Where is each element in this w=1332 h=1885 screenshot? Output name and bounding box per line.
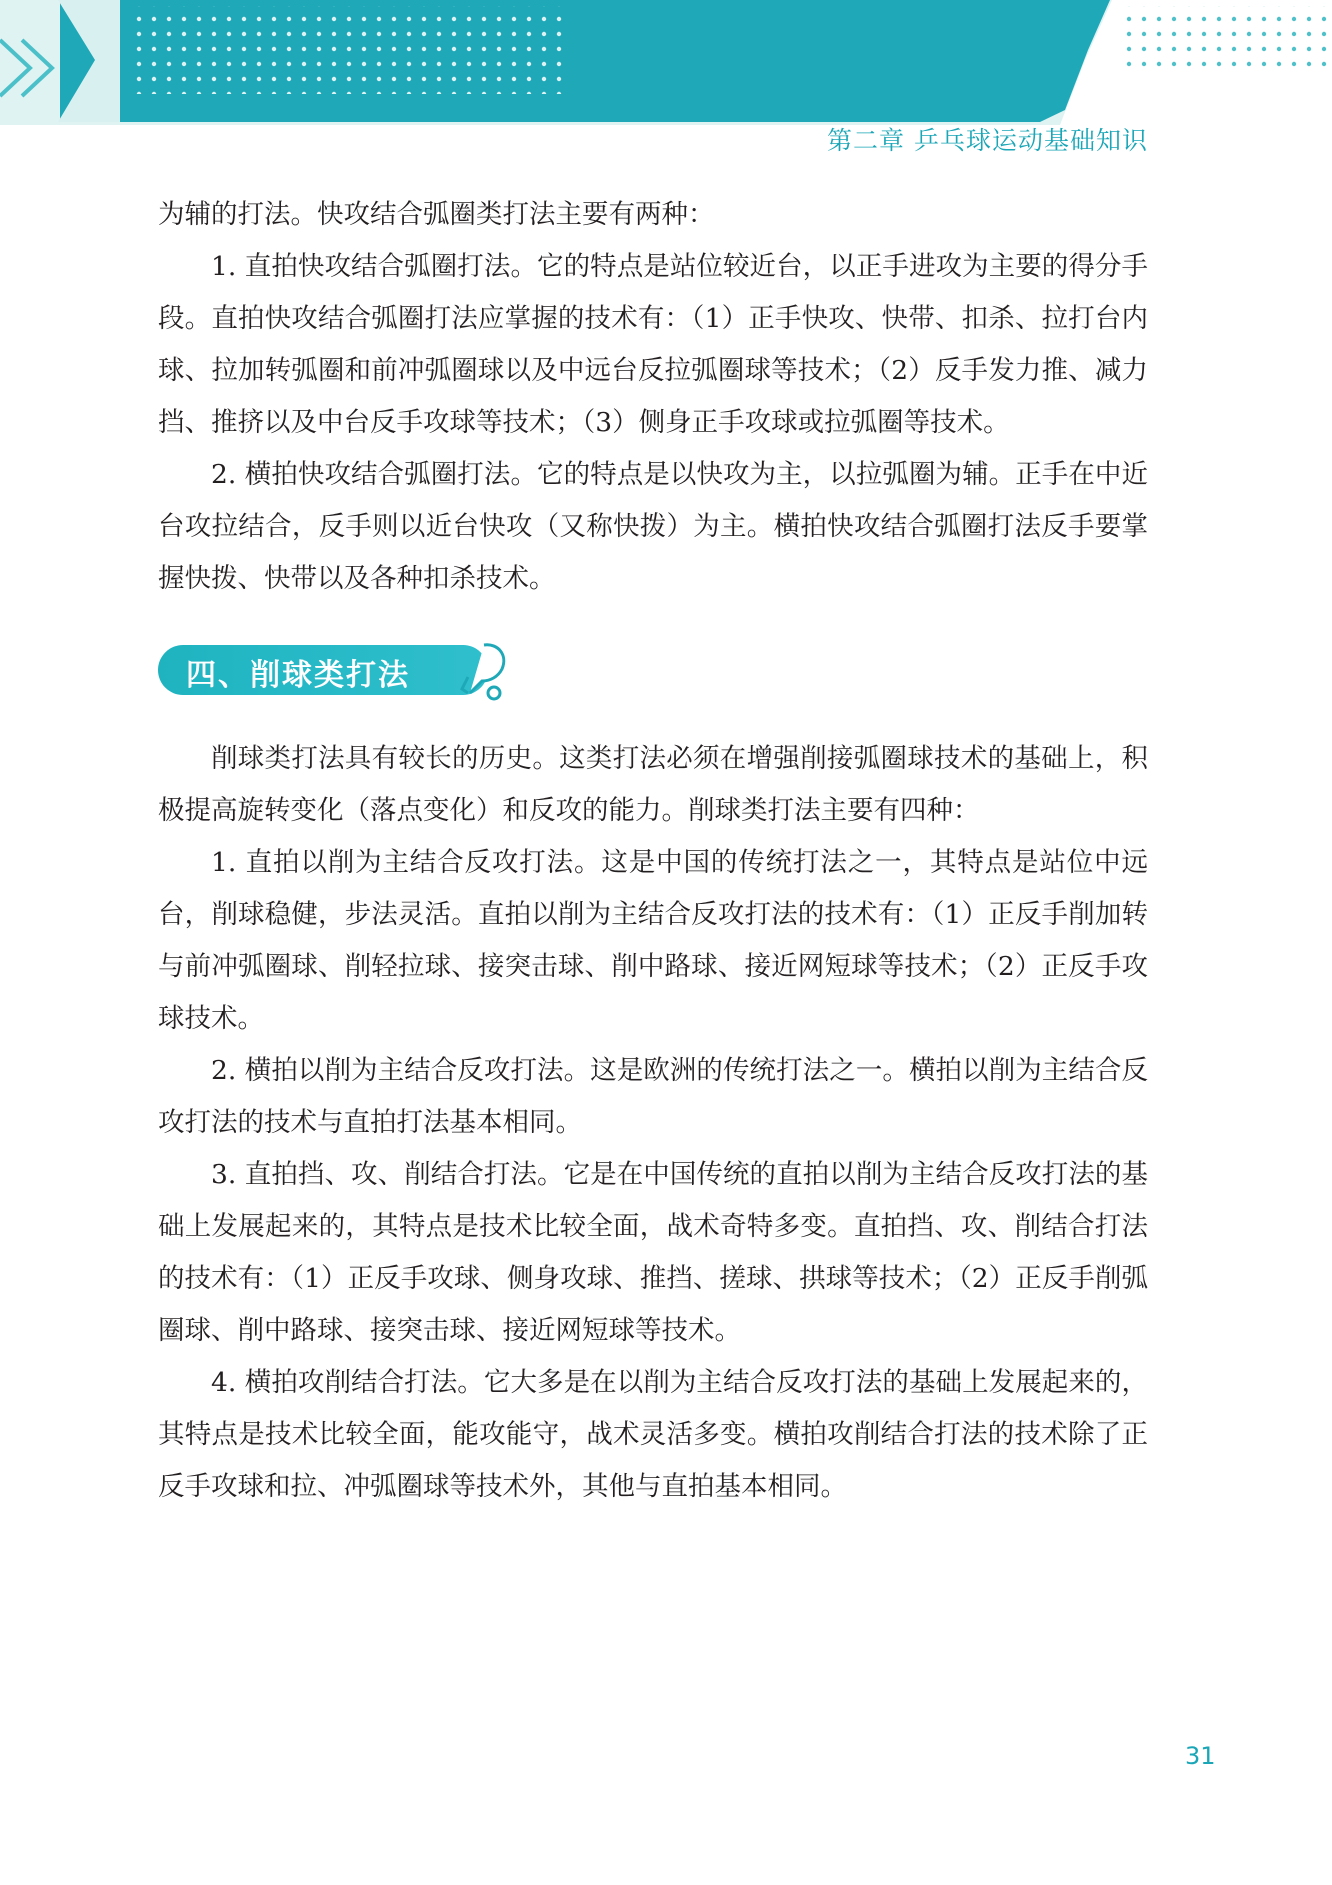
paragraph: 2. 横拍以削为主结合反攻打法。这是欧洲的传统打法之一。横拍以削为主结合反攻打法的技术与直拍打法基本相同。: [158, 1055, 1148, 1138]
header-banner-graphic: [0, 0, 1332, 130]
paragraph: 3. 直拍挡、攻、削结合打法。它是在中国传统的直拍以削为主结合反攻打法的基础上发展起来的，其特点是技术比较全面，战术奇特多变。直拍挡、攻、削结合打法的技术有：（1）正反手攻球、侧身攻球、推挡、搓球、拱球等技术；（2）正反手削弧圈球、削中路球、接突击球、接近网短球等技术。: [158, 1159, 1148, 1346]
paragraph: 4. 横拍攻削结合打法。它大多是在以削为主结合反攻打法的基础上发展起来的，其特点是技术比较全面，能攻能守，战术灵活多变。横拍攻削结合打法的技术除了正反手攻球和拉、冲弧圈球等技术外，其他与直拍基本相同。: [158, 1367, 1148, 1502]
paragraph: 1. 直拍快攻结合弧圈打法。它的特点是站位较近台，以正手进攻为主要的得分手段。直拍快攻结合弧圈打法应掌握的技术有：（1）正手快攻、快带、扣杀、拉打台内球、拉加转弧圈和前冲弧圈球以及中远台反拉弧圈球等技术；（2）反手发力推、减力挡、推挤以及中台反手攻球等技术；（3）侧身正手攻球或拉弧圈等技术。: [158, 251, 1148, 438]
paragraph: 削球类打法具有较长的历史。这类打法必须在增强削接弧圈球技术的基础上，积极提高旋转变化（落点变化）和反攻的能力。削球类打法主要有四种：: [158, 743, 1148, 826]
paragraph: 1. 直拍以削为主结合反攻打法。这是中国的传统打法之一，其特点是站位中远台，削球稳健，步法灵活。直拍以削为主结合反攻打法的技术有：（1）正反手削加转与前冲弧圈球、削轻拉球、接突击球、削中路球、接近网短球等技术；（2）正反手攻球技术。: [158, 847, 1148, 1034]
ping-pong-paddle-icon: [448, 641, 512, 703]
paragraph: 为辅的打法。快攻结合弧圈类打法主要有两种：: [158, 199, 715, 230]
section-heading: [158, 645, 1148, 703]
paragraph: 2. 横拍快攻结合弧圈打法。它的特点是以快攻为主，以拉弧圈为辅。正手在中近台攻拉结合，反手则以近台快攻（又称快拨）为主。横拍快攻结合弧圈打法反手要掌握快拨、快带以及各种扣杀技术。: [158, 459, 1148, 594]
chapter-header: 第二章 乒乓球运动基础知识: [827, 126, 1148, 155]
page-number: 31: [1185, 1742, 1216, 1770]
section-heading-text: 四、削球类打法: [186, 658, 410, 693]
page-body: [158, 189, 1148, 1513]
